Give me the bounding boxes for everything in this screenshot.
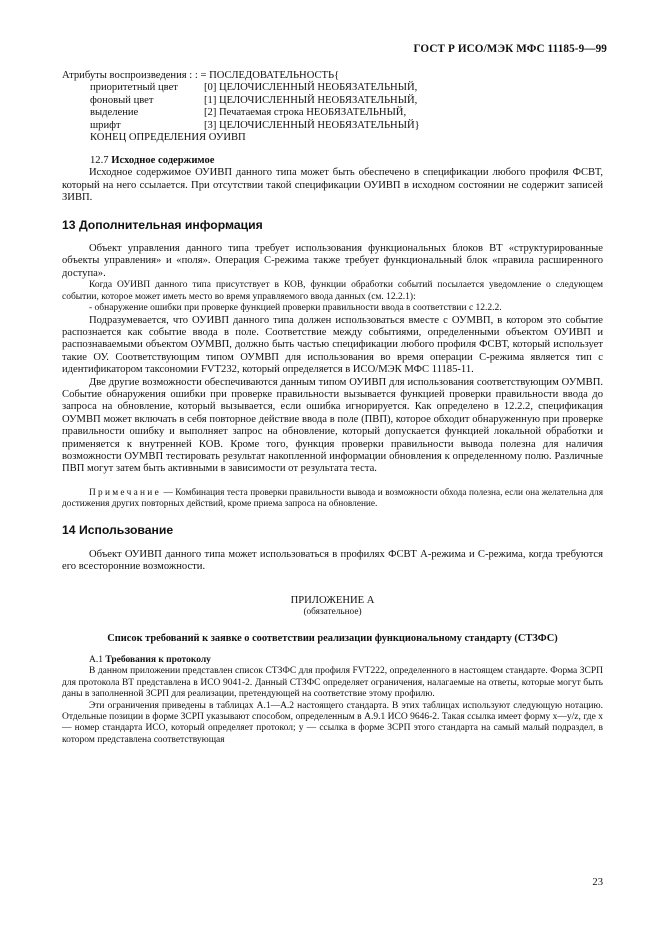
section-13-paragraph: Подразумевается, что ОУИВП данного типа должен использоваться вместе с ОУМВП, в котором это событие распознается как событие ввода в поле. Соответствие между событиями, определенными объектом ОУИВП и распознаваемыми объектом ОУМВП, должно быть частью спецификации любого профиля ФСВТ, который использует такие ОУ. Соответствующим типом ОУМВП для использования во время операции С-режима является тип с идентификатором таксономии FVT232, который определяется в ИСО/МЭК МФС 11185-11. (62, 314, 603, 376)
attribute-row (90, 82, 420, 94)
appendix-a1-number: А.1 (89, 655, 103, 665)
appendix-a1-heading (89, 655, 603, 666)
attribute-row (90, 95, 420, 107)
page-number: 23 (592, 877, 603, 888)
section-13-paragraph: Когда ОУИВП данного типа присутствует в КОВ, функции обработки событий посылается уведомление о следующем событии, которое может иметь место во время управляемого ввода данных (см. 12.2.1): (62, 280, 603, 302)
document-header-code: ГОСТ Р ИСО/МЭК МФС 11185-9—99 (413, 43, 607, 55)
section-12-7-heading (90, 155, 603, 167)
section-13-note (62, 488, 603, 510)
attribute-value: [3] ЦЕЛОЧИСЛЕННЫЙ НЕОБЯЗАТЕЛЬНЫЙ} (204, 119, 420, 131)
attribute-name: шрифт (90, 119, 121, 131)
attributes-end: КОНЕЦ ОПРЕДЕЛЕНИЯ ОУИВП (90, 132, 246, 144)
attribute-name: выделение (90, 107, 139, 119)
appendix-label: ПРИЛОЖЕНИЕ А (290, 595, 375, 607)
section-13-paragraph: Объект управления данного типа требует использования функциональных блоков ВТ «структурированные объекты управления» и «поля». Операция С-режима также требует функциональный блок «правила расширенного доступа». (62, 243, 603, 279)
appendix-heading (62, 595, 603, 618)
page-content (62, 70, 603, 746)
appendix-title: Список требований к заявке о соответствии реализации функциональному стандарту (СТЗФС) (107, 632, 558, 644)
note-label: Примечание (89, 487, 161, 498)
attribute-value: [1] ЦЕЛОЧИСЛЕННЫЙ НЕОБЯЗАТЕЛЬНЫЙ, (204, 94, 418, 106)
note-text: — Комбинация теста проверки правильности вывода и возможности обхода полезна, если она желательна для достижения других повторных действий, кроме приема запроса на обновление. (62, 487, 603, 509)
attributes-heading: Атрибуты воспроизведения : : = ПОСЛЕДОВАТЕЛЬНОСТЬ{ (62, 70, 340, 81)
section-14-text: Объект ОУИВП данного типа может использоваться в профилях ФСВТ А-режима и С-режима, когда требуются его всесторонние возможности. (62, 548, 603, 572)
attribute-value: [2] Печатаемая строка НЕОБЯЗАТЕЛЬНЫЙ, (204, 107, 407, 119)
section-12-7-title: Исходное содержимое (111, 155, 215, 167)
attribute-row (90, 107, 420, 119)
attribute-name: приоритетный цвет (90, 82, 178, 94)
section-13-list-item: - обнаружение ошибки при проверке функцией проверки правильности ввода в соответствии с 12.2.2. (89, 303, 502, 314)
attribute-row (90, 120, 420, 132)
section-14-title: 14 Использование (62, 523, 174, 538)
attribute-name: фоновый цвет (90, 94, 154, 106)
section-12-7-number: 12.7 (90, 155, 109, 167)
appendix-paragraph: Эти ограничения приведены в таблицах А.1—А.2 настоящего стандарта. В этих таблицах используют следующую нотацию. Отдельные позиции в форме ЗСРП указывают способом, определенным в А.9.1 ИСО 9646-2. Такая ссылка имеет форму x—y/z, где x — номер стандарта ИСО, который определяет протокол; y — ссылка в форме ЗСРП этого стандарта на самый малый подраздел, в котором представлена соответствующая (62, 700, 603, 745)
appendix-paragraph: В данном приложении представлен список СТЗФС для профиля FVT222, определенного в настоящем стандарте. Форма ЗСРП для протокола ВТ представлена в ИСО 9041-2. Данный СТЗФС определяет ограничения, налагаемые на ответы, которые могут быть даны в заполненной ЗСРП для реализации, претендующей на соответствие этому профилю. (62, 666, 603, 700)
section-13-title: 13 Дополнительная информация (62, 217, 263, 232)
attribute-value: [0] ЦЕЛОЧИСЛЕННЫЙ НЕОБЯЗАТЕЛЬНЫЙ, (204, 82, 418, 94)
appendix-status: (обязательное) (303, 607, 362, 617)
attributes-definition (62, 70, 603, 144)
section-12-7-text: Исходное содержимое ОУИВП данного типа может быть обеспечено в спецификации любого профиля ФСВТ, который на него ссылается. При отсутствии такой спецификации ОУИВП в исходном состоянии не содержит записей ЗИВП. (62, 167, 603, 204)
attributes-table (90, 82, 420, 132)
section-13-paragraph: Две другие возможности обеспечиваются данным типом ОУИВП для использования соответствующим ОУМВП. Событие обнаружения ошибки при проверке правильности вызывается функцией проверки правильности ввода до запроса на обновление, который вызывается, если ошибка игнорируется. Как определено в 12.2.2, спецификация ОУМВП может включать в себя повторное действие ввода в поле (ПВП), которое обходит обнаруженную при проверке правильности ошибку и выполняет запрос на обновление, который допускается функцией локальной обработки и применяется к внутренней КОВ. Кроме того, функция проверки правильности вывода полезна для наличия возможности ОУМВП тестировать результат накопленной информации обновления к определенному полю. Различные ПВП могут затем быть активными в зависимости от результата теста. (62, 376, 603, 475)
appendix-a1-title: Требования к протоколу (105, 655, 211, 665)
